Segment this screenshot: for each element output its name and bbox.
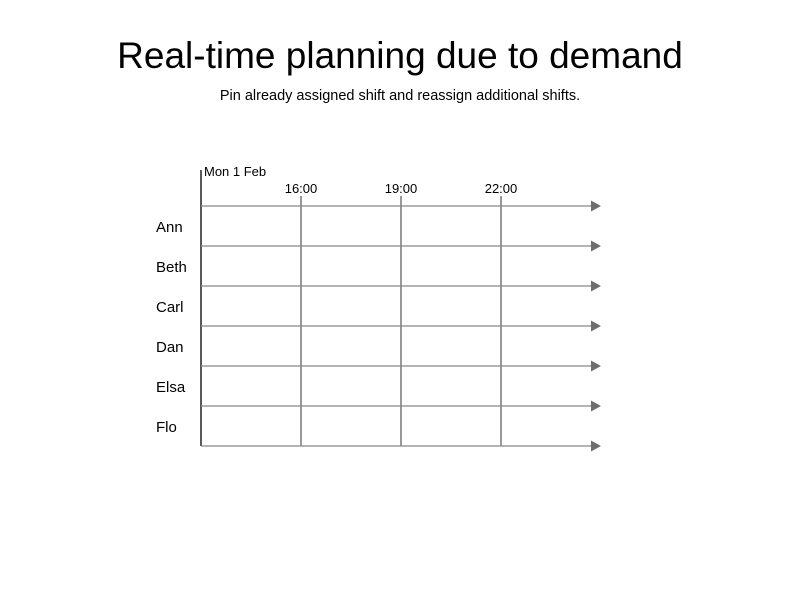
date-label: Mon 1 Feb xyxy=(204,164,267,179)
arrowhead xyxy=(591,361,601,372)
arrowhead xyxy=(591,321,601,332)
arrowhead xyxy=(591,241,601,252)
arrowhead xyxy=(591,441,601,452)
arrowhead xyxy=(591,281,601,292)
employee-label: Beth xyxy=(156,259,187,276)
employee-label: Carl xyxy=(156,299,184,316)
time-label: 19:00 xyxy=(384,181,418,196)
time-label: 22:00 xyxy=(484,181,518,196)
page-title: Real-time planning due to demand xyxy=(117,35,683,76)
page-subtitle: Pin already assigned shift and reassign additional shifts. xyxy=(219,88,581,104)
time-label: 16:00 xyxy=(284,181,318,196)
employee-rows xyxy=(156,201,601,452)
arrowhead xyxy=(591,201,601,212)
arrowhead xyxy=(591,401,601,412)
employee-label: Dan xyxy=(156,339,184,356)
employee-label: Flo xyxy=(156,419,177,436)
employee-label: Elsa xyxy=(156,379,186,396)
employee-label: Ann xyxy=(156,219,183,236)
